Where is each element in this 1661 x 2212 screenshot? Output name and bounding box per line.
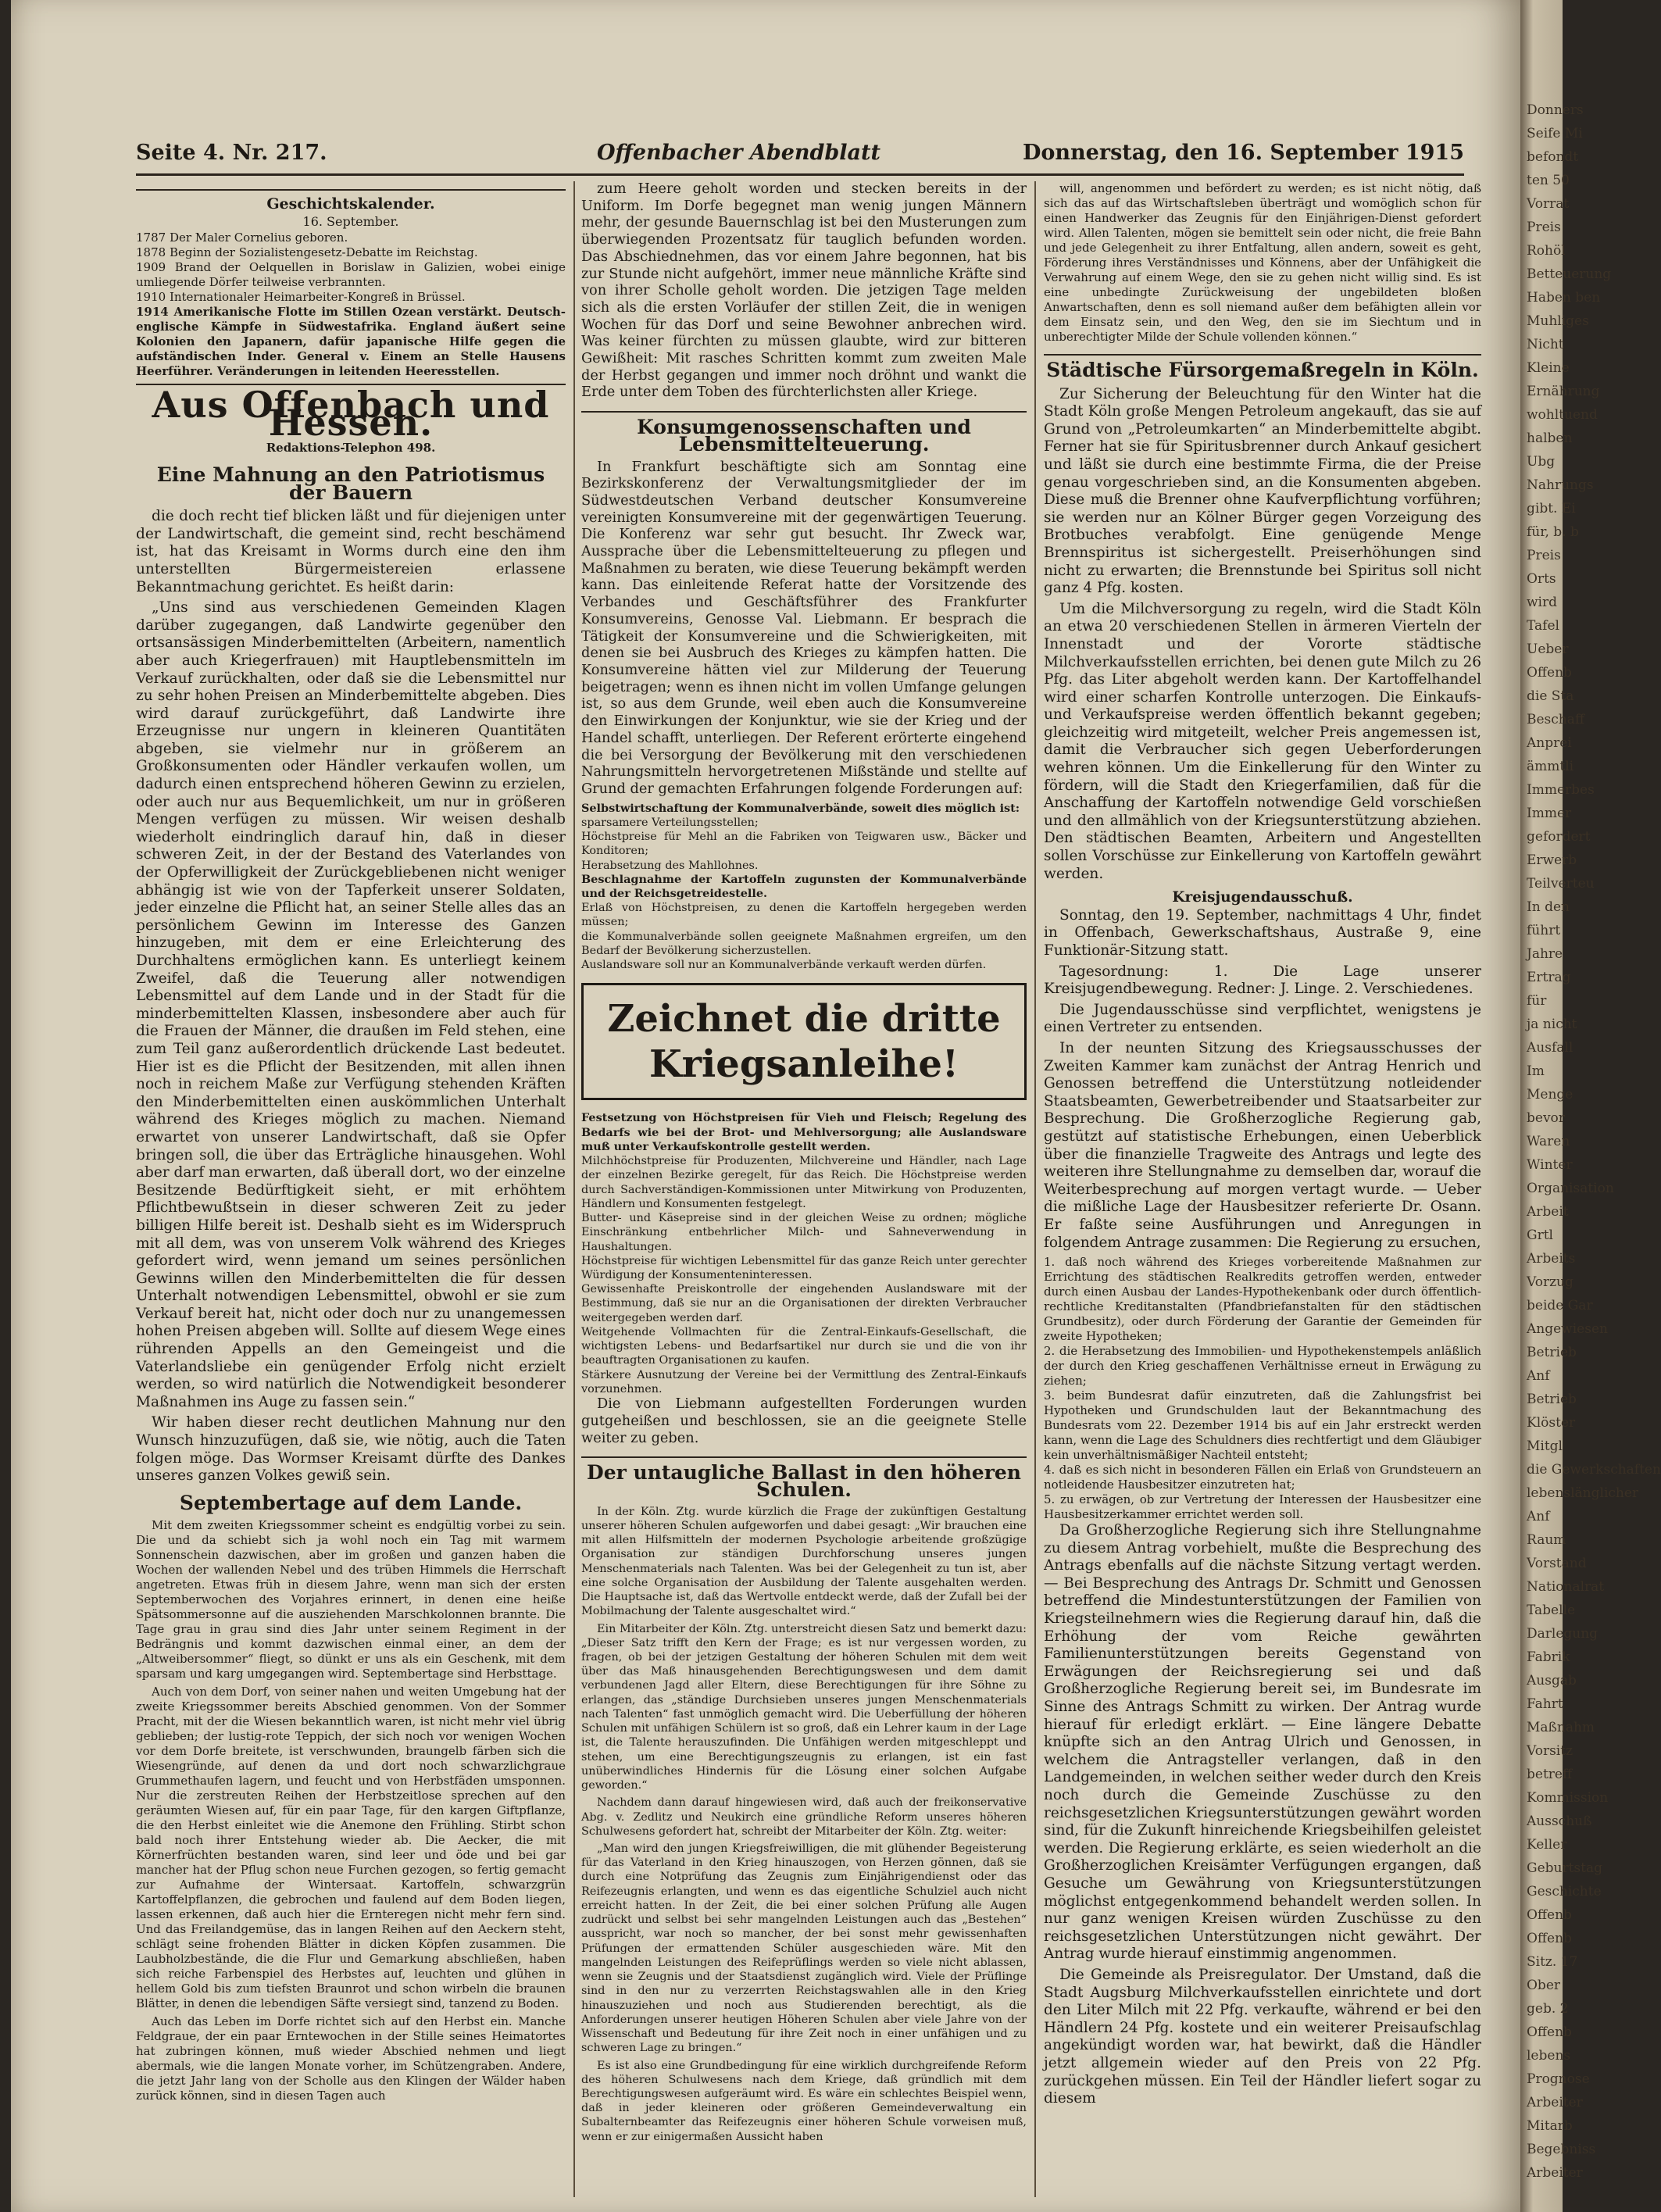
article-title: Konsumgenossenschaften und Lebensmittelteuerung. xyxy=(581,411,1027,452)
article-paragraph: „Uns sind aus verschiedenen Gemeinden Klagen darüber zugegangen, daß Landwirte gegenüber den ortsansässigen Minderbemittelten (Arbeitern, namentlich aber auch Kriegerfrauen) mit Hauptlebensmitteln im Verkauf zurückhalten, oder daß sie die Lebensmittel nur zu sehr hohen Preisen an Minderbemittelte abgeben. Dies wird darauf zurückgeführt, daß Landwirte ihre Erzeugnisse nur ungern in kleineren Quantitäten abgeben, sie vielmehr nur in größerem an Großkonsumenten oder Händler verkaufen wollen, um dadurch einen entsprechend höheren Gewinn zu erzielen, oder auch nur aus Bequemlichkeit, um nur in größeren Mengen verfügen zu müssen. Wir weisen deshalb wiederholt eindringlich darauf hin, daß in dieser schweren Zeit, in der der Bestand des Vaterlandes von der Opferwilligkeit der Zurückgebliebenen nicht weniger abhängig ist wie von der Tapferkeit unserer Soldaten, jeder einzelne die Pflicht hat, an seiner Stelle alles das an persönlichem Gewinn im Interesse des Ganzen hinzugeben, mit dem er eine Erleichterung des Durchhaltens ermöglichen kann. Es unterliegt keinem Zweifel, daß die Teuerung aller notwendigen Lebensmittel auf dem Lande und in der Stadt für die minderbemittelten Klassen, insbesondere aber auch für die Frauen der Männer, die draußen im Feld stehen, eine zum Teil ganz außerordentlich drückende Last bedeutet. Hier ist es die Pflicht der Besitzenden, mit allen ihnen noch in reichem Maße zur Verfügung stehenden Kräften den Minderbemittelten einen auskömmlichen Unterhalt während des Krieges möglich zu machen. Niemand erwartet von unserer Landwirtschaft, daß sie Opfer bringen soll, die über das Erträgliche hinausgehen. Wohl aber darf man erwarten, daß überall dort, wo der einzelne Besitzende Bedürftigkeit sieht, er mit erhöhtem Pflichtbewußtsein in dieser schweren Zeit zu jeder billigen Hilfe bereit ist. Deshalb sieht es im Widerspruch mit all dem, was von unserem Volk während des Krieges gefordert wird, wenn jemand um seines persönlichen Gewinns willen den Minderbemittelten die für dessen Unterhalt notwendigen Lebensmittel, obwohl er sie zum Verkauf bereit hat, nicht oder doch nur zu unangemessen hohen Preisen abgeben will. Sollte auf diesem Wege eines rührenden Appells an den Gemeingeist und die Vaterlandsliebe ein genügender Erfolg nicht erzielt werden, so wird natürlich die Notwendigkeit besonderer Maßnahmen ins Auge zu fassen sein.“ xyxy=(136,599,566,1410)
adjacent-page-fragment: Mitgl xyxy=(1527,1438,1563,1454)
calendar-item: 1787 Der Maler Cornelius geboren. xyxy=(136,230,348,245)
adjacent-page-fragment: Vorrat xyxy=(1527,196,1570,212)
motion-item: 4. daß es sich nicht in besonderen Fällen ein Erlaß von Grundsteuern an notleidende Hausbesitzer einzutreten hat; xyxy=(1044,1463,1481,1492)
adjacent-page-fragment: Arbeits xyxy=(1527,1251,1576,1267)
demands-list-1 xyxy=(581,802,1027,973)
adjacent-page-fragment: Tabelle xyxy=(1527,1603,1576,1618)
adjacent-page-fragment: Organisation xyxy=(1527,1181,1614,1196)
article-title: Städtische Fürsorgemaßregeln in Köln. xyxy=(1044,354,1481,380)
article-paragraph: In der Köln. Ztg. wurde kürzlich die Frage der zukünftigen Gestaltung unserer höheren Schulen aufgeworfen und dabei gesagt: „Wir brauchen eine mit allen Hilfsmitteln der modernen Psychologie arbeitende großzügige Organisation zur ständigen Durchforschung unseres jungen Menschenmaterials nach Talenten. Was bei der Gelegenheit zu tun ist, aber eine solche Organisation der Ausbildung der Talente ausgehalten werden. Die Hauptsache ist, daß das Wertvolle entdeckt werde, daß der Zufall bei der Mobilmachung der Talente ausgeschaltet wird.“ xyxy=(581,1505,1027,1618)
demand-item: Stärkere Ausnutzung der Vereine bei der Vermittlung des Zentral-Einkaufs vorzunehmen. xyxy=(581,1368,1027,1395)
war-bond-ad: Zeichnet die dritte Kriegsanleihe! xyxy=(581,983,1027,1100)
article-paragraph: Auch das Leben im Dorfe richtet sich auf den Herbst ein. Manche Feldgraue, der ein paar Erntewochen in der Stille seines Heimatortes hat zubringen können, muß wieder Abschied nehmen und liegt abermals, wie die langen Monate vorher, im Schützengraben. Andere, die jetzt Jahr lang von der Scholle aus den Klingen der Wälder haben zurück können, sind in diesen Tagen auch xyxy=(136,2014,566,2103)
adjacent-page-fragment: Kommission xyxy=(1527,1790,1609,1806)
adjacent-page-fragment: Waren xyxy=(1527,1134,1570,1149)
adjacent-page-fragment: Jahre xyxy=(1527,946,1563,962)
article-paragraph: will, angenommen und befördert zu werden; es ist nicht nötig, daß sich das auf das Wirtschaftsleben überträgt und womöglich schon für einen Handwerker das Zeugnis für den Einjährigen-Dienst gefordert wird. Allen Talenten, mögen sie bemittelt sein oder nicht, die freie Bahn und jede Gelegenheit zu ihrer Entfaltung, allen andern, soweit es geht, Förderung ihres Verständnisses und Könnens, aber der Unfähigkeit die Verwahrung auf einem Wege, den sie zu gehen nicht willig sind. Es ist eine unbedingte Zurückweisung der ungebildeten bloßen Anwartschaften, denn es soll niemand außer dem befähigten allein vor dem Einsatz sein, und den Weg, den sie im Siechtum und in unberechtigter Milde der Schule vollenden können.“ xyxy=(1044,181,1481,344)
header-rule xyxy=(136,173,1464,176)
article-paragraph: Die Jugendausschüsse sind verpflichtet, wenigstens je einen Vertreter zu entsenden. xyxy=(1044,1001,1481,1036)
adjacent-page-fragment: gibt. Ei xyxy=(1527,501,1576,516)
calendar-item: 1878 Beginn der Sozialistengesetz-Debatte im Reichstag. xyxy=(136,245,478,260)
demands-list-2 xyxy=(581,1111,1027,1396)
adjacent-page-fragment: Prognose xyxy=(1527,2071,1590,2087)
adjacent-page-fragment: Arbeit xyxy=(1527,1204,1569,1220)
article-paragraph: „Man wird den jungen Kriegsfreiwilligen, die mit glühender Begeisterung für das Vaterland in den Krieg hinauszogen, von Herzen gönnen, daß sie durch eine Notprüfung das Zeugnis zum Einjährigendienst oder das Reifezeugnis erlangten, und wenn es das eigentliche Schulziel auch nicht erreicht hatten. In der Zeit, die bei einer solchen Prüfung alle Augen zudrückt und selbst bei sehr mangelnden Leistungen auch das „Bestehen“ ausspricht, war noch so mancher, der bei sonst mehr gewissenhaften Prüfungen der ermattenden Schüler ausgeschieden wäre. Mit den mangelnden Leistungen des Reifeprüflings werden so viele nicht ablassen, wenn sie Zeugnis und der Staatsdienst zugänglich wird. Viele der Prüflinge sind in den nur zu verzerrten Reichstagswahlen alle in den Krieg hinauszuziehen und noch aus Studierenden berechtigt, als die Anforderungen unserer heutigen Höheren Schulen aber viele Jahre von der Wissenschaft und Bedeutung für ihre Zeit noch in einer unfähigen und zu schweren Lage zu bringen.“ xyxy=(581,1842,1027,2055)
adjacent-page-fragment: Haben ben xyxy=(1527,290,1601,306)
adjacent-page-fragment: Seife Mi xyxy=(1527,126,1583,141)
adjacent-page-fragment: Winter xyxy=(1527,1157,1573,1173)
adjacent-page-fragment: Ueber xyxy=(1527,641,1569,657)
newspaper-page xyxy=(11,0,1520,2212)
issue-date: Donnerstag, den 16. September 1915 xyxy=(1023,141,1464,165)
adjacent-page-fragment: Klöster xyxy=(1527,1415,1576,1431)
adjacent-page-fragment: die Gewerkschaften xyxy=(1527,1462,1661,1478)
motion-item: 2. die Herabsetzung des Immobilien- und Hypothekenstempels anläßlich der durch den Krieg geschaffenen Verhältnisse erneut in Erwägung zu ziehen; xyxy=(1044,1344,1481,1388)
adjacent-page-fragment: Keller xyxy=(1527,1837,1567,1853)
adjacent-page-fragment: Vorstand xyxy=(1527,1556,1587,1571)
column-rule xyxy=(1034,181,1036,2197)
adjacent-page-fragment: lebens xyxy=(1527,2048,1571,2064)
demand-item: Butter- und Käsepreise sind in der gleichen Weise zu ordnen; mögliche Einschränkung entbehrlicher Milch- und Sahneverwendung in Haushaltungen. xyxy=(581,1212,1027,1253)
adjacent-page-fragment: wird xyxy=(1527,595,1557,610)
adjacent-page-fragment: Nicht xyxy=(1527,337,1564,352)
calendar-item: 1914 Amerikanische Flotte im Stillen Ozean verstärkt. Deutsch-englische Kämpfe in Südwestafrika. England äußert seine Kolonien den Japanern, dafür japanische Hilfe gegen die aufständischen Inder. General v. Einem an Stelle Hausens Heerführer. Veränderungen in leitenden Heeresstellen. xyxy=(136,305,566,379)
adjacent-page-fragment: lebenslänglicher xyxy=(1527,1485,1639,1501)
calendar-date: 16. September. xyxy=(302,213,399,229)
adjacent-page-fragment: Darlegung xyxy=(1527,1626,1598,1642)
adjacent-page-fragment: führt xyxy=(1527,923,1561,938)
adjacent-page-fragment: Immer xyxy=(1527,806,1572,821)
demand-item: Beschlagnahme der Kartoffeln zugunsten der Kommunalverbände und der Reichsgetreidestelle. xyxy=(581,872,1027,901)
adjacent-page-fragment: halben xyxy=(1527,431,1573,446)
article-title: Eine Mahnung an den Patriotismus der Bauern xyxy=(156,463,545,504)
motion-item: 5. zu erwägen, ob zur Vertretung der Interessen der Hausbesitzer eine Hausbesitzerkammer errichtet werden soll. xyxy=(1044,1492,1481,1522)
adjacent-page-fragment: Offenb xyxy=(1527,665,1572,681)
adjacent-page-fragment: Ausgab xyxy=(1527,1673,1577,1688)
motion-item: 3. beim Bundesrat dafür einzutreten, daß die Zahlungsfrist bei Hypotheken und Grundschulden laut der Bekanntmachung des Bundesrats vom 22. Dezember 1914 bis auf ein Jahr erstreckt werden kann, wenn die Lage des Schuldners dies rechtfertigt und dem Gläubiger kein unverhältnismäßiger Nachteil entsteht; xyxy=(1044,1388,1481,1463)
adjacent-page-fragment: ten 50 xyxy=(1527,173,1570,188)
history-calendar xyxy=(136,189,566,385)
adjacent-page-fragment: Tafel xyxy=(1527,618,1559,634)
adjacent-page-fragment: Nationalrat xyxy=(1527,1579,1605,1595)
adjacent-page-fragment: Donners xyxy=(1527,102,1584,118)
calendar-title: Geschichtskalender. xyxy=(266,195,435,213)
adjacent-page-fragment: Anf xyxy=(1527,1368,1550,1384)
article-paragraph: die doch recht tief blicken läßt und für diejenigen unter der Landwirtschaft, die gemeint sind, recht beschämend ist, hat das Kreisamt in Worms durch eine den ihm unterstellten Bürgermeistereien erlassene Bekanntmachung gerichtet. Es heißt darin: xyxy=(136,508,566,595)
adjacent-page-fragment: In den xyxy=(1527,899,1570,915)
adjacent-page-fragment: Muhliges xyxy=(1527,313,1589,329)
adjacent-page-fragment: Orts xyxy=(1527,571,1556,587)
adjacent-page-fragment: bevor xyxy=(1527,1110,1565,1126)
adjacent-page-fragment: Ausschuß xyxy=(1527,1814,1592,1829)
calendar-item: 1910 Internationaler Heimarbeiter-Kongreß in Brüssel. xyxy=(136,290,466,305)
adjacent-page-fragment: Offenb xyxy=(1527,1931,1572,1946)
adjacent-page-fragment: Kleine xyxy=(1527,360,1570,376)
page-number: Seite 4. Nr. 217. xyxy=(136,141,327,165)
page-header xyxy=(136,141,1464,172)
article-paragraph: Wir haben dieser recht deutlichen Mahnung nur den Wunsch hinzuzufügen, daß sie, wie nötig, auch die Taten folgen möge. Das Wormser Kreisamt dürfte des Dankes unseres ganzen Volkes gewiß sein. xyxy=(136,1414,566,1485)
demand-item: Festsetzung von Höchstpreisen für Vieh und Fleisch; Regelung des Bedarfs wie bei der Brot- und Mehlversorgung; alle Auslandsware muß unter Verkaufskontrolle gestellt werden. xyxy=(581,1111,1027,1153)
column-2 xyxy=(581,181,1027,2205)
article-paragraph: Sonntag, den 19. September, nachmittags 4 Uhr, findet in Offenbach, Gewerkschaftshaus, Austraße 9, eine Funktionär-Sitzung statt. xyxy=(1044,906,1481,959)
adjacent-page-fragment: Nahrungs xyxy=(1527,477,1594,493)
adjacent-page-fragment: Offenb xyxy=(1527,2024,1572,2040)
adjacent-page-fragment: für, b. b xyxy=(1527,524,1579,540)
column-rule xyxy=(573,181,575,2197)
demand-item: sparsamere Verteilungsstellen; xyxy=(581,816,759,829)
demand-item: Höchstpreise für wichtigen Lebensmittel für das ganze Reich unter gerechter Würdigung der Konsumenteninteressen. xyxy=(581,1254,1027,1281)
calendar-item: 1909 Brand der Oelquellen in Borislaw in Galizien, wobei einige umliegende Dörfer teilweise verbrannten. xyxy=(136,260,566,290)
demand-item: Erlaß von Höchstpreisen, zu denen die Kartoffeln hergegeben werden müssen; xyxy=(581,902,1027,929)
demand-item: Selbstwirtschaftung der Kommunalverbände, soweit dies möglich ist: xyxy=(581,801,1020,815)
article-title: Der untaugliche Ballast in den höheren Schulen. xyxy=(581,1456,1027,1498)
adjacent-page-fragment: Anprei xyxy=(1527,735,1572,751)
adjacent-page-fragment: Vorsitz xyxy=(1527,1743,1573,1759)
demand-item: Gewissenhafte Preiskontrolle der eingehenden Auslandsware mit der Bestimmung, daß sie nur an die Organisationen der direkten Verbraucher weitergegeben werden darf. xyxy=(581,1283,1027,1324)
adjacent-page-fragment: gefordert xyxy=(1527,829,1591,845)
adjacent-page-fragment: Teilverteu xyxy=(1527,876,1595,892)
article-paragraph: Tagesordnung: 1. Die Lage unserer Kreisjugendbewegung. Redner: J. Linge. 2. Verschiedenes. xyxy=(1044,963,1481,998)
adjacent-page-fragment: Preis xyxy=(1527,548,1561,563)
adjacent-page-fragment: für xyxy=(1527,993,1547,1009)
article-paragraph: zum Heere geholt worden und stecken bereits in der Uniform. Im Dorfe begegnet man wenig jungen Männern mehr, der gesunde Bauernschlag ist bei den Musterungen zum überwiegenden Prozentsatz für tauglich befunden worden. Das Abschiednehmen, das vor einem Jahre begonnen, hat bis zur Stunde nicht aufgehört, immer neue männliche Kräfte sind von ihrer Scholle geholt worden. Die jetzigen Tage melden sich als die ersten Vorläufer der stillen Zeit, die in wenigen Wochen für das Dorf und seine Bewohner anbrechen wird. Was keiner fürchten zu müssen glaubte, wird zur bitteren Gewißheit: Mit rasches Schritten kommt zum zweiten Male der Herbst gegangen und immer noch dröhnt und wankt die Erde unter dem Toben des fürchterlichsten aller Kriege. xyxy=(581,181,1027,401)
adjacent-page-fragment: Betrieb xyxy=(1527,1392,1577,1407)
article-paragraph: Auch von dem Dorf, von seiner nahen und weiten Umgebung hat der zweite Kriegssommer bereits Abschied genommen. Von der Sommer Pracht, mit der die Wiesen bekanntlich waren, ist nicht mehr viel übrig geblieben; der lustig-rote Teppich, der sich noch vor wenigen Wochen vor dem Dorfe breitete, ist verschwunden, braungelb färben sich die Wiesengründe, auf denen da und dort noch schwarzlichgraue Grummethaufen lagern, und feucht und von Herbstfäden umsponnen. Nur die zerstreuten Reihen der Herbstzeitlose sprechen auf den geräumten Wiesen auf, für ein paar Tage, für den kargen Giftpflanze, die den Herbst einleitet wie die Anemone den Frühling. Stirbt schon bald noch ihrer Entstehung wieder ab. Die Aecker, die mit Körnerfrüchten bestanden waren, sind leer und öde und bei gar mancher hat der Pflug schon neue Furchen gezogen, so fertig gemacht zur Aufnahme der Wintersaat. Kartoffeln, schwarzgrün Kartoffelpflanzen, die gebrochen und faulend auf dem Boden liegen, lassen erkennen, daß auch hier die Ernteregen nicht mehr fern sind. Und das Freilandgemüse, das in langen Reihen auf den Aeckern steht, schlägt seine frohenden Blätter in dicken Köpfen zusammen. Die Laubholzbestände, die die Flur und Gemarkung abschließen, haben sich reiche Farbenspiel des Herbstes auf, leuchten und glühen in hellem Gold bis zum tiefsten Braunrot und schon wirbeln die braunen Blätter, in denen die lebendigen Säfte versiegt sind, tanzend zu Boden. xyxy=(136,1685,566,2011)
adjacent-page-fragment: Angewiesen xyxy=(1527,1321,1608,1337)
motion-list xyxy=(1044,1255,1481,1522)
adjacent-page-fragment: wohltuend xyxy=(1527,407,1598,423)
adjacent-page-fragment: Ertrag xyxy=(1527,970,1571,985)
column-3 xyxy=(1044,181,1481,2205)
article-paragraph: Nachdem dann darauf hingewiesen wird, daß auch der freikonservative Abg. v. Zedlitz und Neukirch eine gründliche Reform unseres höheren Schulwesens gefordert hat, schreibt der Mitarbeiter der Köln. Ztg. weiter: xyxy=(581,1796,1027,1838)
demand-item: Milchhöchstpreise für Produzenten, Milchvereine und Händler, nach Lage der einzelnen Bezirke geregelt, für das Reich. Die Höchstpreise werden durch Sachverständigen-Kommissionen unter Mitwirkung von Produzenten, Händlern und Konsumenten festgelegt. xyxy=(581,1155,1027,1210)
adjacent-page-fragment: Sitz. 17 xyxy=(1527,1954,1578,1970)
adjacent-page-fragment: Anf xyxy=(1527,1509,1550,1524)
adjacent-page-fragment: ja nicht xyxy=(1527,1017,1577,1032)
demand-item: Höchstpreise für Mehl an die Fabriken von Teigwaren usw., Bäcker und Konditoren; xyxy=(581,831,1027,858)
article-paragraph: In Frankfurt beschäftigte sich am Sonntag eine Bezirkskonferenz der Verwaltungsmitglieder der im Südwestdeutschen Verband deutscher Konsumvereine vereinigten Konsumvereine mit der gegenwärtigen Teuerung. Die Konferenz war sehr gut besucht. Ihr Zweck war, Aussprache über die Lebensmittelteuerung zu pflegen und Maßnahmen zu beraten, wie diese Teuerung bekämpft werden kann. Das einleitende Referat hatte der Vorsitzende des Verbandes und Geschäftsführer des Frankfurter Konsumvereins, Genosse Val. Liebmann. Er besprach die Tätigkeit der Konsumvereine und die Schwierigkeiten, mit denen sie bei Ausbruch des Krieges zu kämpfen hatten. Die Konsumvereine hätten viel zur Milderung der Teuerung beigetragen; wenn es ihnen nicht im vollen Umfange gelungen ist, so aus dem Grunde, weil eben auch die Konsumvereine den Einwirkungen der Konjunktur, wie sie der Krieg und der Handel schafft, unterliegen. Der Referent erörterte eingehend die bei Versorgung der Bevölkerung mit den verschiedenen Nahrungsmitteln hervorgetretenen Mißstände und stellte auf Grund der gemachten Erfahrungen folgende Forderungen auf: xyxy=(581,459,1027,797)
column-1 xyxy=(136,181,566,2205)
adjacent-page-fragment: Im xyxy=(1527,1063,1545,1079)
adjacent-page-fragment: Ausfall xyxy=(1527,1040,1573,1056)
adjacent-page-fragment: Beschaff xyxy=(1527,712,1584,727)
adjacent-page-fragment: Menge xyxy=(1527,1087,1573,1102)
article-paragraph: Es ist also eine Grundbedingung für eine wirklich durchgreifende Reform des höheren Schulwesens nach dem Kriege, daß gründlich mit dem Berechtigungswesen aufgeräumt wird. Es wäre ein schlechtes Beispiel wenn, daß in jeder kleineren oder größeren Gemeindeverwaltung ein Subalternbeamter das Reifezeugnis einer höheren Schule vorweisen muß, wenn er zur einigermaßen Aussicht haben xyxy=(581,2059,1027,2143)
redaktion-telephone: Redaktions-Telephon 498. xyxy=(266,441,436,456)
newspaper-title: Offenbacher Abendblatt xyxy=(597,141,881,165)
adjacent-page-fragment: Ubg xyxy=(1527,454,1556,470)
article-paragraph: Die von Liebmann aufgestellten Forderungen wurden gutgeheißen und beschlossen, sie an die geeignete Stelle weiter zu geben. xyxy=(581,1396,1027,1446)
adjacent-page-fragment: Geschichte xyxy=(1527,1884,1602,1899)
adjacent-page-fragment: beide Gar xyxy=(1527,1298,1593,1313)
adjacent-page-fragment: Fabrik xyxy=(1527,1649,1570,1665)
article-title: Kreisjugendausschuß. xyxy=(1172,889,1353,906)
adjacent-page-fragment: Mitarb xyxy=(1527,2118,1573,2134)
adjacent-page-fragment: betreff xyxy=(1527,1767,1573,1782)
adjacent-page-fragment: Erwerb xyxy=(1527,852,1577,868)
article-paragraph: Mit dem zweiten Kriegssommer scheint es endgültig vorbei zu sein. Die und da schiebt sich ja wohl noch ein Tag mit warmem Sonnenschein dazwischen, aber im großen und ganzen haben die Wochen der wallenden Nebel und des trüben Himmels die Herrschaft angetreten. Etwas früh in diesem Jahre, wenn man sich der ersten Septemberwochen des Vorjahres erinnert, in denen eine heiße Spätsommersonne auf die ausziehenden Marschkolonnen brannte. Die Tage grau in grau sind dies Jahr unter seinem Regiment in der Bedrängnis und kommt dazwischen einmal einer, an dem der „Altweibersommer“ fliegt, so dünkt er uns als ein Geschenk, mit dem sparsam und karg umgegangen wird. Septembertage sind Herbsttage. xyxy=(136,1518,566,1681)
article-title: Septembertage auf dem Lande. xyxy=(179,1491,523,1514)
adjacent-page-fragment: Grtl xyxy=(1527,1227,1553,1243)
article-paragraph: Zur Sicherung der Beleuchtung für den Winter hat die Stadt Köln große Mengen Petroleum angekauft, das sie auf Grund von „Petroleumkarten“ an Minderbemittelte abgibt. Ferner hat sie für Spiritusbrenner durch Ankauf gesichert und läßt sie durch eine bestimmte Firma, die der Preise genau vorgeschrieben sind, an die Konsumenten abgeben. Diese muß die Brenner ohne Kaufverpflichtung vorführen; sie werden nur an Kölner Bürger gegen Vorzeigung des Brotbuches verabfolgt. Eine genügende Menge Brennspiritus ist sichergestellt. Preiserhöhungen sind nicht zu erwarten; die Brennstunde bei Spiritus soll nicht ganz 4 Pfg. kosten. xyxy=(1044,385,1481,597)
adjacent-page-fragment: Rohöl xyxy=(1527,243,1566,259)
adjacent-page-fragment: Fahrt xyxy=(1527,1696,1563,1712)
demand-item: Auslandsware soll nur an Kommunalverbände verkauft werden dürfen. xyxy=(581,959,987,972)
article-paragraph: Da Großherzogliche Regierung sich ihre Stellungnahme zu diesem Antrag vorbehielt, mußte die Besprechung des Antrags ebenfalls auf die nächste Sitzung vertagt werden. — Bei Besprechung des Antrags Dr. Schmitt und Genossen betreffend die Mindestunterstützungen der Familien von Kriegsteilnehmern wies die Regierung darauf hin, daß die Erhöhung der vom Reiche gewährten Familienunterstützungen bereits Gegenstand von Erwägungen der Reichsregierung sei und daß Großherzogliche Regierung bereit sei, im Bundesrate im Sinne des Antrags Schmitt zu wirken. Der Antrag wurde hierauf für erledigt erklärt. — Eine längere Debatte knüpfte sich an den Antrag Ulrich und Genossen, in welchem die Antragsteller verlangen, daß in den Landgemeinden, in welchen seither weder durch den Kreis noch durch die Gemeinde Zuschüsse zu den reichsgesetzlichen Kriegsunterstützungen gewährt worden sind, für die Zukunft hinreichende Kriegsbeihilfen geleistet werden. Die Regierung erklärte, es seien wiederholt an die Großherzoglichen Kreisämter Verfügungen ergangen, daß Gesuche um Gewährung von Kriegsunterstützungen möglichst entgegenkommend behandelt werden sollen. In nur ganz wenigen Kreisen würden Zuschüsse zu den reichsgesetzlichen Unterstützungen nicht gewährt. Der Antrag wurde hierauf einstimmig angenommen. xyxy=(1044,1522,1481,1963)
demand-item: Herabsetzung des Mahllohnes. xyxy=(581,859,759,872)
adjacent-page-fragment: befondt xyxy=(1527,149,1579,165)
adjacent-page-fragment: Arbeiter xyxy=(1527,2165,1583,2181)
adjacent-page-fragment: Ober xyxy=(1527,1978,1561,1993)
article-paragraph: Die Gemeinde als Preisregulator. Der Umstand, daß die Stadt Augsburg Milchverkaufsstellen einrichtete und dort den Liter Milch mit 22 Pfg. verkaufte, während er bei den Händlern 24 Pfg. kostete und ein weiterer Preisaufschlag angekündigt worden war, hat bewirkt, daß die Händler jetzt allgemein wieder auf den Preis von 22 Pfg. zurückgehen müssen. Ein Teil der Händler liefert sogar zu diesem xyxy=(1044,1966,1481,2107)
adjacent-page-fragment: Offenb xyxy=(1527,1907,1572,1923)
adjacent-page-fragment: Betteuerung xyxy=(1527,266,1612,282)
demand-item: die Kommunalverbände sollen geeignete Maßnahmen ergreifen, um den Bedarf der Bevölkerung sicherzustellen. xyxy=(581,930,1027,957)
adjacent-page-fragment: Preis xyxy=(1527,220,1561,235)
article-paragraph: Ein Mitarbeiter der Köln. Ztg. unterstreicht diesen Satz und bemerkt dazu: „Dieser Satz trifft den Kern der Frage; es ist nur vergessen worden, zu fragen, ob bei der jetzigen Gestaltung der höheren Schulen mit dem weit über das Maß hinausgehenden Berechtigungswesen und dem damit verbundenen Jagd aller Eltern, diese Berechtigungen für ihre Söhne zu erlangen, das „ständige Durchsieben unseres jungen Menschenmaterials nach Talenten“ fast unmöglich gemacht wird. Die Ueberfüllung der höheren Schulen mit unfähigen Schülern ist so groß, daß ein Lehrer kaum in der Lage ist, die Talente herauszufinden. Die Unfähigen werden mitgeschleppt und stehen, um eine Berechtigungszeugnis zu erlangen, ist ein fast unüberwindliches Hindernis für die Lösung einer solchen Aufgabe geworden.“ xyxy=(581,1622,1027,1792)
adjacent-page-fragment: Raum xyxy=(1527,1532,1566,1548)
article-paragraph: Um die Milchversorgung zu regeln, wird die Stadt Köln an etwa 20 verschiedenen Stellen in ärmeren Vierteln der Innenstadt und der Vororte städtische Milchverkaufsstellen errichten, bei denen gute Milch zu 26 Pfg. das Liter abgeholt werden kann. Der Kartoffelhandel wird einer scharfen Kontrolle unterzogen. Die Einkaufs- und Verkaufspreise werden öffentlich bekannt gegeben; gleichzeitig wird mitgeteilt, welcher Preis angemessen ist, damit die Verbraucher sich gegen Ueberforderungen wehren können. Um die Einkellerung für den Winter zu fördern, will die Stadt den Kriegerfamilien, daß für die Anschaffung der Kartoffeln notwendige Geld vorschießen und den allmählich von der Kriegsunterstützung abziehen. Den städtischen Beamten, Arbeitern und Angestellten sollen Vorschüsse zur Einkellerung von Kartoffeln gewährt werden. xyxy=(1044,600,1481,882)
adjacent-page-fragment: Immerbes xyxy=(1527,782,1595,798)
adjacent-page-fragment: ämmtli xyxy=(1527,759,1574,774)
adjacent-page-fragment: Begebniss xyxy=(1527,2142,1596,2157)
adjacent-page-fragment: Geburtstag xyxy=(1527,1860,1603,1876)
adjacent-page-fragment: geb. 2 xyxy=(1527,2001,1569,2017)
adjacent-page-edge xyxy=(1520,0,1661,2212)
adjacent-page-fragment: Arbeiter xyxy=(1527,2095,1583,2110)
article-paragraph: In der neunten Sitzung des Kriegsausschusses der Zweiten Kammer kam zunächst der Antrag Henrich und Genossen betreffend die Unterstützung notleidender Staatsbeamten, Gewerbetreibender und Staatsarbeiter zur Besprechung. Die Großherzogliche Regierung gab, gestützt auf statistische Erhebungen, einen Ueberblick über die finanzielle Tragweite des Antrags und legte des weiteren ihre Stellungnahme zu demselben dar, worauf die Weiterbesprechung auf morgen vertagt wurde. — Ueber die mißliche Lage der Hausbesitzer referierte Dr. Osann. Er faßte seine Ausführungen und Anregungen in folgendem Antrage zusammen: Die Regierung zu ersuchen, xyxy=(1044,1039,1481,1251)
section-title: Aus Offenbach und Hessen. xyxy=(152,384,550,444)
adjacent-page-fragment: Ernährung xyxy=(1527,384,1600,399)
adjacent-page-fragment: Maßnahm xyxy=(1527,1720,1595,1735)
adjacent-page-fragment: Vorzug xyxy=(1527,1274,1573,1290)
adjacent-page-fragment: die Sta xyxy=(1527,688,1574,704)
demand-item: Weitgehende Vollmachten für die Zentral-Einkaufs-Gesellschaft, die wichtigsten Lebens- und Bedarfsartikel nur durch sie und die von ihr beauftragten Organisationen zu kaufen. xyxy=(581,1325,1027,1367)
adjacent-page-fragment: Betrieb xyxy=(1527,1345,1577,1360)
motion-item: 1. daß noch während des Krieges vorbereitende Maßnahmen zur Errichtung des städtischen Realkredits getroffen werden, entweder durch einen Ausbau der Landes-Hypothekenbank oder durch öffentlich-rechtliche Kreditanstalten (Pfandbriefanstalten für den städtischen Grundbesitz), oder durch Förderung der Garantie der Gemeinden für zweite Hypotheken; xyxy=(1044,1255,1481,1344)
